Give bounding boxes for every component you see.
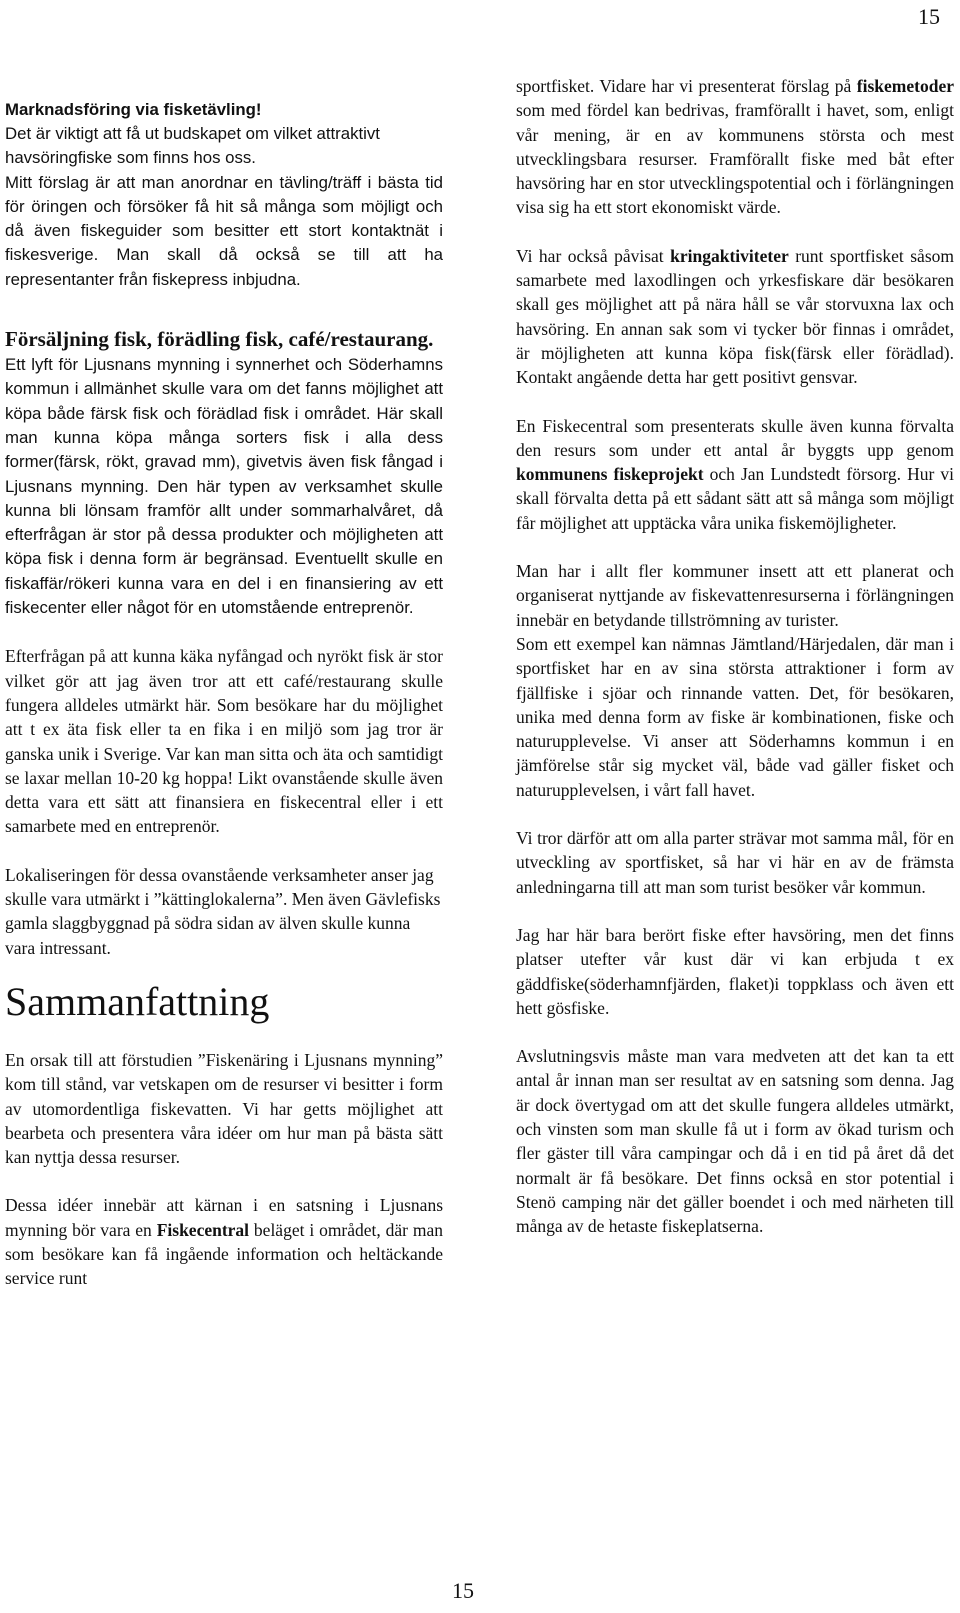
- heading-marknadsforing: Marknadsföring via fisketävling!: [5, 100, 262, 119]
- text-span: beläget i området, där man som besökare kan få ingående information och heltäckande service runt: [5, 1219, 444, 1289]
- bold-kringaktiviteter: kringaktiviteter: [670, 245, 789, 266]
- paragraph-ideer: [5, 1193, 443, 1290]
- page-number-top: 15: [918, 4, 940, 29]
- paragraph-budskap: Det är viktigt att få ut budskapet om vilket attraktivt havsöringfiske som finns hos oss.: [5, 124, 380, 168]
- paragraph-orsak: En orsak till att förstudien ”Fiskenäring i Ljusnans mynning” kom till stånd, var vetskapen om de resurser vi besitter i form av utomordentliga fiskevatten. Vi har getts möjlighet att bearbeta och presentera våra idéer om hur man på bästa sätt kan nyttja dessa resurser.: [5, 1049, 443, 1168]
- right-column: [516, 74, 954, 1238]
- bold-fiskecentral: Fiskecentral: [156, 1219, 250, 1240]
- left-column: [5, 98, 443, 1291]
- text-span: En Fiskecentral som presenterats skulle även kunna förvalta den resurs som under ett antal år byggts upp genom: [516, 415, 954, 460]
- paragraph-kommuner: Man har i allt fler kommuner insett att ett planerat och organiserat nyttjande av fiskevattenresurserna i förlängningen innebär en betydande tillströmning av turister.: [516, 561, 954, 630]
- text-span: som med fördel kan bedrivas, framförallt i havet, som, enligt vår mening, är en av kommunens största och mest utvecklingsbara resurser. Framförallt fiske med båt efter havsöring har en stor utvecklingspotential och i förlängningen visa sig ha ett stort ekonomiskt värde.: [516, 100, 954, 218]
- text-span: och Jan Lundstedt försorg. Hur vi skall förvalta detta på ett sådant sätt att så många som möjligt får möjlighet att upptäcka våra unika fiskemöjligheter.: [516, 464, 954, 533]
- paragraph-avslutningsvis: Avslutningsvis måste man vara medveten att det kan ta ett antal år innan man ser resultat av en satsning som denna. Jag är dock övertygad om att det skulle fungera alldeles utmärkt, och vinsten som man skulle få ut i form av ökad turism och fler gäster till våra campingar och då i en tid på året då det normalt är få besökare. Det finns också en stor potential i Stenö camping när det gäller boendet i och med närheten till många av de hetaste fiskeplatserna.: [516, 1046, 954, 1237]
- paragraph-kringaktiviteter: [516, 244, 954, 390]
- paragraph-parter: Vi tror därför att om alla parter strävar mot samma mål, för en utveckling av sportfisket, så har vi här en av de främsta anledningarna till att man som turist besöker vår kommun.: [516, 828, 954, 897]
- paragraph-havsoring: Jag har här bara berört fiske efter havsöring, men det finns platser utefter vår kust där vi kan erbjuda t ex gäddfiske(söderhamnfjärden, flaket)i toppklass och även ett hett gösfiske.: [516, 924, 954, 1018]
- text-span: Dessa idéer innebär att kärnan i en satsning i Ljusnans mynning bör vara en: [5, 1195, 443, 1240]
- paragraph-lyft: Ett lyft för Ljusnans mynning i synnerhet och Söderhamns kommun i allmänhet skulle vara om det fanns möjlighet att köpa både färsk fisk och förädlad fisk i området. Här skall man kunna köpa många sorters fisk i alla dess former(färsk, rökt, gravad mm), givetvis även fisk fångad i Ljusnans mynning. Den här typen av verksamhet skulle kunna bli lönsam framför allt under sommarhalvåret, då efterfrågan är stor på dessa produkter och möjligheten att köpa fisk i denna form är begränsad. Eventuellt skulle en fiskaffär/rökeri kunna vara en del i en finansiering av ett fiskecenter eller något för en utomstående entreprenör.: [5, 355, 443, 618]
- paragraph-lokalisering: Lokaliseringen för dessa ovanstående verksamheter anser jag skulle vara utmärkt i ”kättinglokalerna”. Men även Gävlefisks gamla slaggbyggnad på södra sidan av älven skulle kunna vara intressant.: [5, 864, 441, 958]
- heading-sammanfattning: Sammanfattning: [5, 978, 270, 1024]
- bold-fiskeprojekt: kommunens fiskeprojekt: [516, 464, 704, 485]
- heading-forsaljning: Försäljning fisk, förädling fisk, café/restaurang.: [5, 327, 434, 352]
- text-span: Vi har också påvisat: [516, 245, 671, 266]
- page-number-bottom: 15: [452, 1578, 474, 1603]
- paragraph-efterfragan: Efterfrågan på att kunna käka nyfångad och nyrökt fisk är stor vilket gör att jag även tror att ett café/restaurang skulle fungera alldeles utmärkt här. Som besökare har du möjlighet att t ex äta fisk eller ta en fika i en miljö som jag tror är ganska unik i Sverige. Var kan man sitta och äta och samtidigt se laxar mellan 10-20 kg hoppa! Likt ovanstående skulle även detta vara ett sätt att finansiera en fiskecentral eller i ett samarbete med en entreprenör.: [5, 646, 443, 837]
- paragraph-tavling: Mitt förslag är att man anordnar en tävling/träff i bästa tid för öringen och försöker få hit så många som möjligt och då även fiskeguider som besitter ett stort kontaktnät i fiskesverige. Man skall då också se till att ha representanter från fiskepress inbjudna.: [5, 172, 443, 289]
- paragraph-fiskemetoder: [516, 74, 954, 220]
- paragraph-fiskecentral: [516, 414, 954, 535]
- bold-fiskemetoder: fiskemetoder: [856, 76, 954, 96]
- text-span: sportfisket. Vidare har vi presenterat förslag på: [516, 76, 857, 96]
- text-span: runt sportfisket såsom samarbete med laxodlingen och yrkesfiskare där besökaren skall ges möjlighet att på nära håll se vår storvuxna lax och havsöring. En annan sak som vi tycker bör finnas i området, är möjligheten att kunna köpa fisk(färsk eller förädlad). Kontakt angående detta har gett positivt gensvar.: [516, 245, 954, 388]
- paragraph-jamtland: Som ett exempel kan nämnas Jämtland/Härjedalen, där man i sportfisket har en av sina största attraktioner i form av fjällfiske i sjöar och rinnande vatten. Det, för besökaren, unika med denna form av fiske är kombinationen, fiske och naturupplevelse. Vi anser att Söderhamns kommun i en jämförelse står sig mycket väl, både vad gäller fisket och naturupplevelsen, i vårt fall havet.: [516, 633, 954, 800]
